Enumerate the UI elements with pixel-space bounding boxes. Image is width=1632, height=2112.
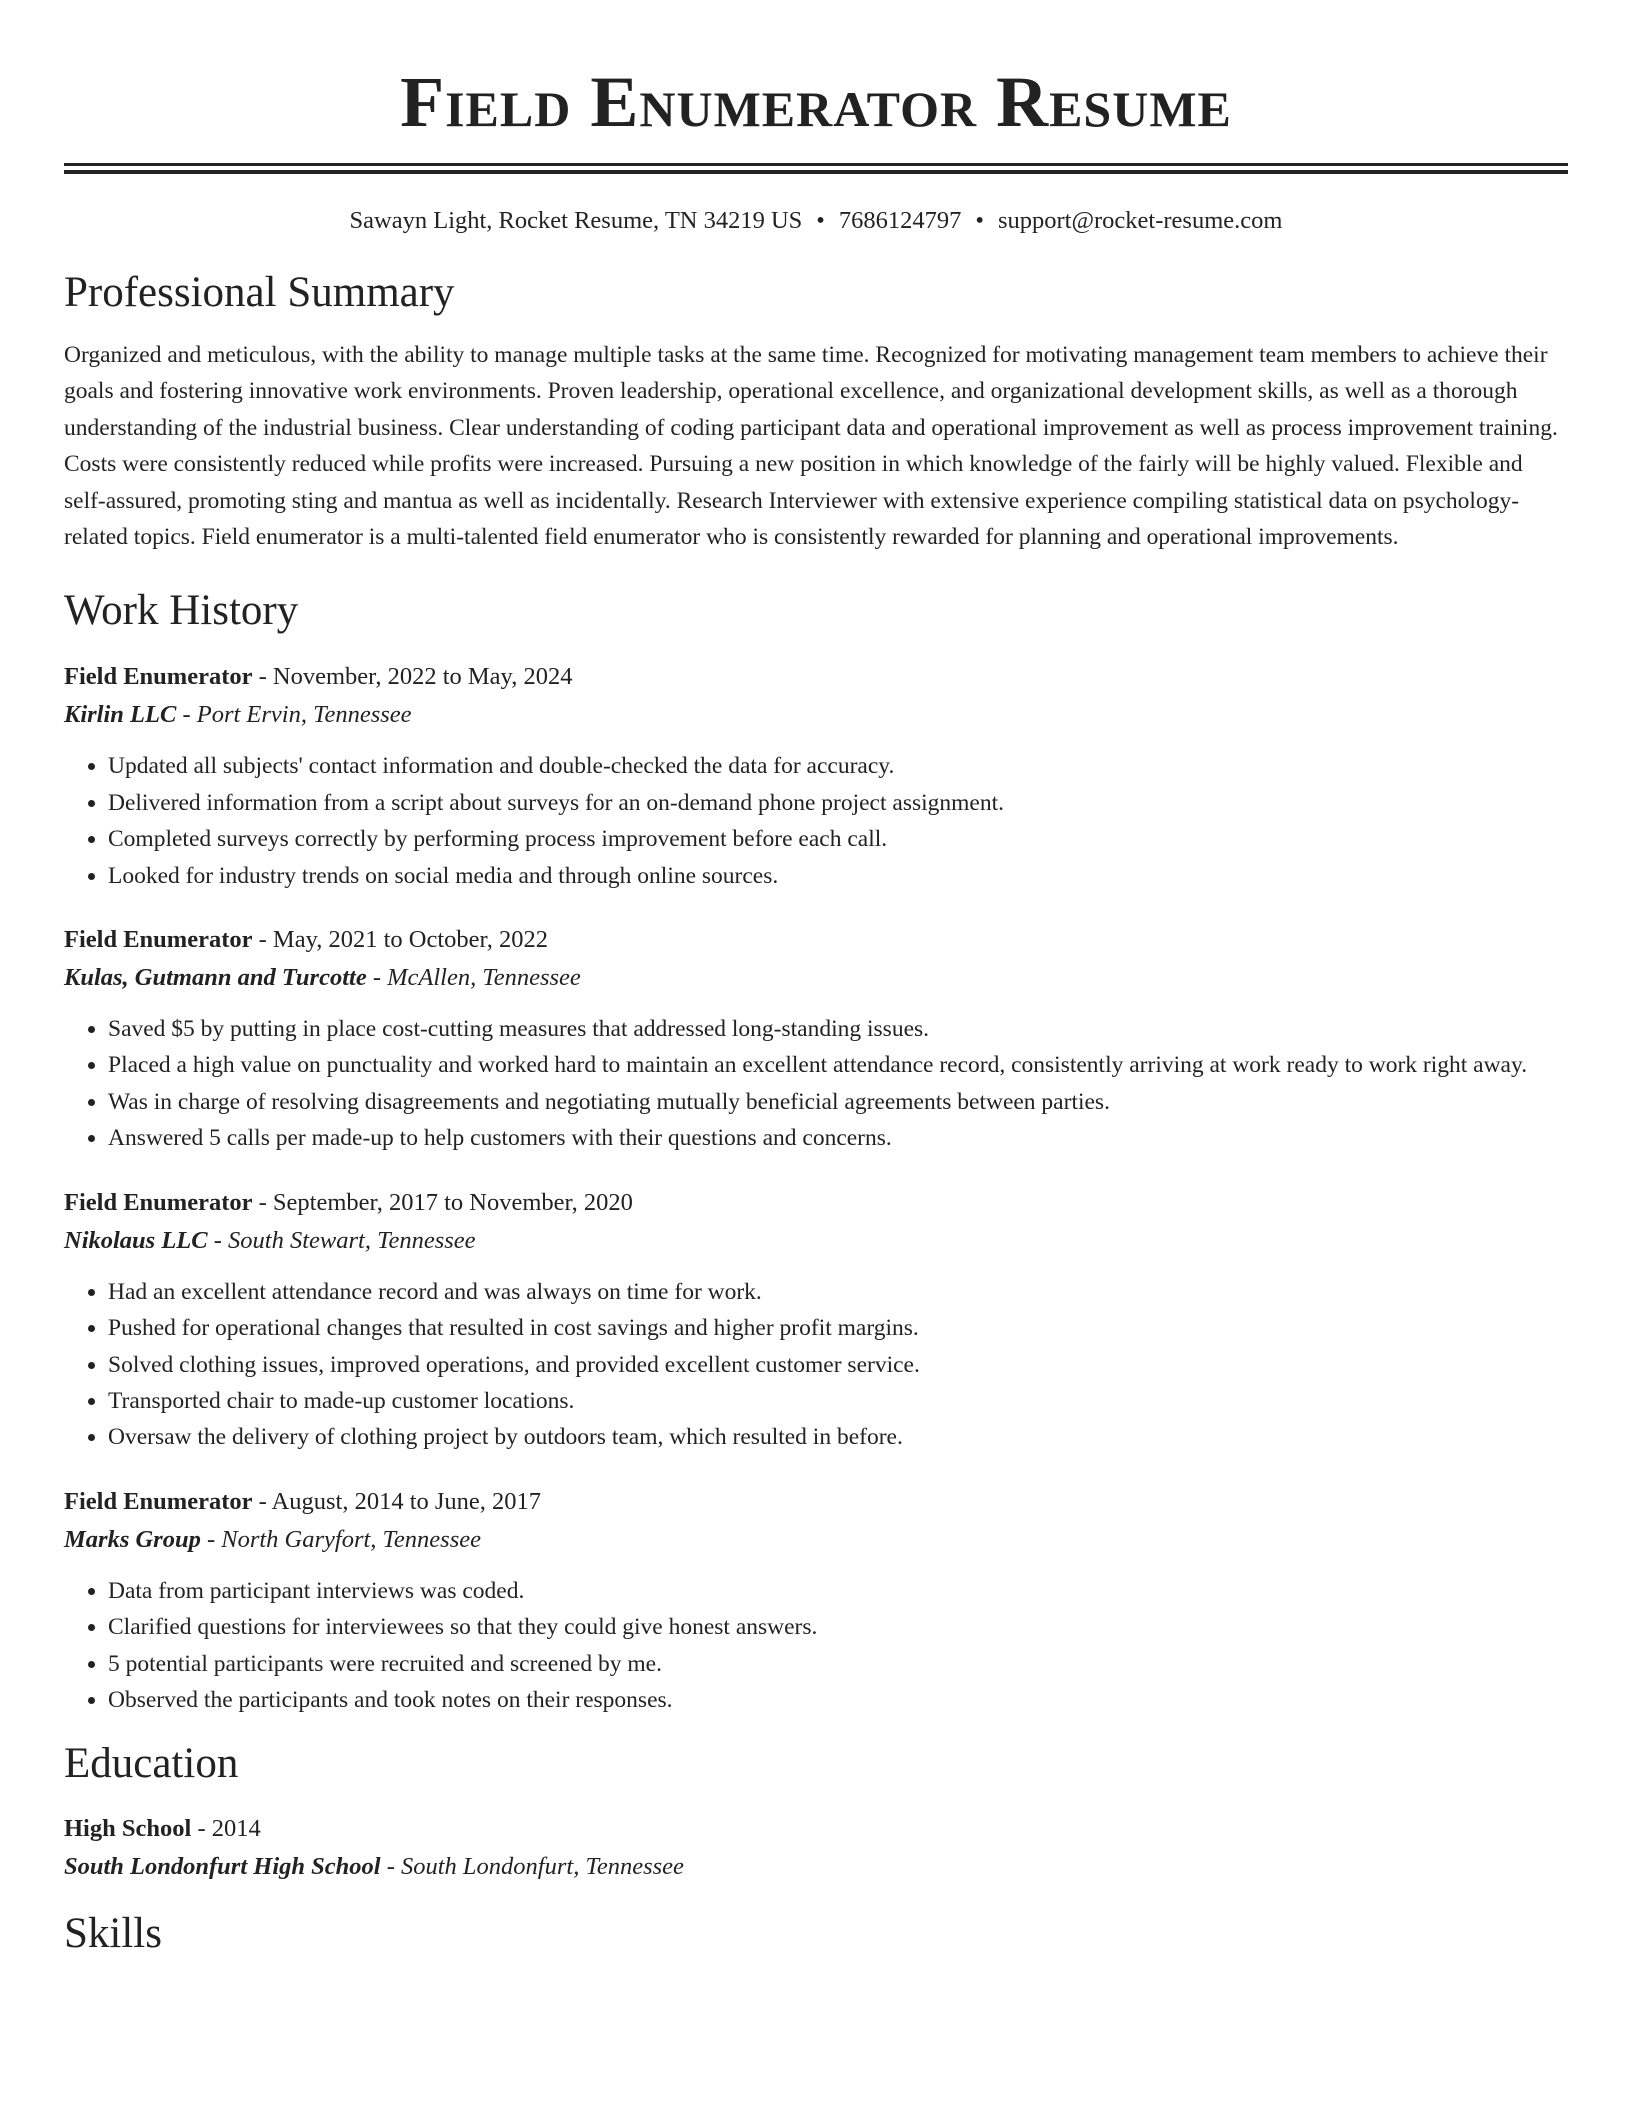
job-duty: • 5 potential participants were recruited and screened by me. [108, 1646, 1568, 1682]
job-title-line [64, 658, 1568, 696]
job-dates: - November, 2022 to May, 2024 [252, 663, 573, 691]
school-name: South Londonfurt High School [64, 1853, 381, 1881]
job-title: Field Enumerator [64, 926, 253, 954]
summary-heading: Professional Summary [64, 269, 455, 316]
job-duty: • Transported chair to made-up customer locations. [108, 1383, 1568, 1419]
employer-line [64, 959, 1568, 997]
employer-line [64, 1521, 1568, 1559]
job-duties-list [64, 1274, 1568, 1456]
contact-line [64, 205, 1568, 237]
contact-phone: 7686124797 [838, 207, 962, 234]
job-dates: - May, 2021 to October, 2022 [252, 926, 548, 954]
degree: High School [64, 1815, 192, 1843]
job-duty: • Oversaw the delivery of clothing project by outdoors team, which resulted in before. [108, 1419, 1568, 1455]
employer-name: Nikolaus LLC [64, 1226, 208, 1254]
job-duty: • Observed the participants and took notes on their responses. [108, 1682, 1568, 1718]
job-duty: • Updated all subjects' contact information and double-checked the data for accuracy. [108, 748, 1568, 784]
job-duty: • Had an excellent attendance record and was always on time for work. [108, 1274, 1568, 1310]
job-title: Field Enumerator [64, 1188, 253, 1216]
degree-line [64, 1810, 1568, 1848]
contact-separator: • [975, 207, 984, 234]
employer-name: Kirlin LLC [64, 701, 177, 729]
job-title-line [64, 1483, 1568, 1521]
job-duty: • Data from participant interviews was coded. [108, 1573, 1568, 1609]
employer-line [64, 1222, 1568, 1260]
job-duties-list [64, 748, 1568, 894]
title-divider [64, 163, 1568, 174]
job-duty: • Was in charge of resolving disagreements and negotiating mutually beneficial agreements between parties. [108, 1084, 1568, 1120]
contact-address: Sawayn Light, Rocket Resume, TN 34219 US [349, 207, 803, 234]
job-duty: • Answered 5 calls per made-up to help customers with their questions and concerns. [108, 1120, 1568, 1156]
job-entry [64, 921, 1568, 1157]
job-entry [64, 658, 1568, 894]
job-duties-list [64, 1011, 1568, 1157]
education-entry [64, 1810, 1568, 1886]
contact-email: support@rocket-resume.com [997, 207, 1283, 234]
job-title-line [64, 921, 1568, 959]
job-duty: • Pushed for operational changes that resulted in cost savings and higher profit margins. [108, 1310, 1568, 1346]
school-line [64, 1848, 1568, 1886]
document-title: Field Enumerator Resume [400, 62, 1232, 142]
school-location: - South Londonfurt, Tennessee [380, 1853, 684, 1881]
job-duty: • Looked for industry trends on social media and through online sources. [108, 858, 1568, 894]
job-title: Field Enumerator [64, 1487, 253, 1515]
job-duty: • Solved clothing issues, improved operations, and provided excellent customer service. [108, 1347, 1568, 1383]
education-heading: Education [64, 1740, 239, 1788]
employer-name: Kulas, Gutmann and Turcotte [64, 964, 367, 992]
graduation-year: - 2014 [191, 1815, 261, 1843]
employer-location: - McAllen, Tennessee [366, 964, 581, 992]
job-duty: • Delivered information from a script about surveys for an on-demand phone project assignment. [108, 785, 1568, 821]
job-entry [64, 1483, 1568, 1719]
employer-location: - Port Ervin, Tennessee [176, 701, 412, 729]
employer-location: - North Garyfort, Tennessee [200, 1525, 482, 1553]
contact-separator: • [816, 207, 825, 234]
job-duty: • Saved $5 by putting in place cost-cutting measures that addressed long-standing issues. [108, 1011, 1568, 1047]
job-duty: • Completed surveys correctly by performing process improvement before each call. [108, 821, 1568, 857]
employer-name: Marks Group [64, 1525, 201, 1553]
job-dates: - September, 2017 to November, 2020 [252, 1188, 633, 1216]
job-duties-list [64, 1573, 1568, 1719]
job-duty: • Placed a high value on punctuality and worked hard to maintain an excellent attendance record, consistently arriving at work ready to work right away. [108, 1047, 1568, 1083]
employer-line [64, 696, 1568, 734]
job-entry [64, 1184, 1568, 1456]
job-title: Field Enumerator [64, 663, 253, 691]
job-duty: • Clarified questions for interviewees so that they could give honest answers. [108, 1609, 1568, 1645]
skills-heading: Skills [64, 1910, 162, 1958]
summary-text: Organized and meticulous, with the ability to manage multiple tasks at the same time. Recognized for motivating management team members to achieve their goals and fostering innovative work environments. Proven leadership, operational excellence, and organizational development skills, as well as a thorough understanding of the industrial business. Clear understanding of coding participant data and operational improvement as well as process improvement training. Costs were consistently reduced while profits were increased. Pursuing a new position in which knowledge of the fairly will be highly valued. Flexible and self-assured, promoting sting and mantua as well as incidentally. Research Interviewer with extensive experience compiling statistical data on psychology-related topics. Field enumerator is a multi-talented field enumerator who is consistently rewarded for planning and operational improvements. [64, 342, 1558, 551]
job-dates: - August, 2014 to June, 2017 [252, 1487, 542, 1515]
job-title-line [64, 1184, 1568, 1222]
work-history-heading: Work History [64, 587, 299, 635]
employer-location: - South Stewart, Tennessee [207, 1226, 476, 1254]
